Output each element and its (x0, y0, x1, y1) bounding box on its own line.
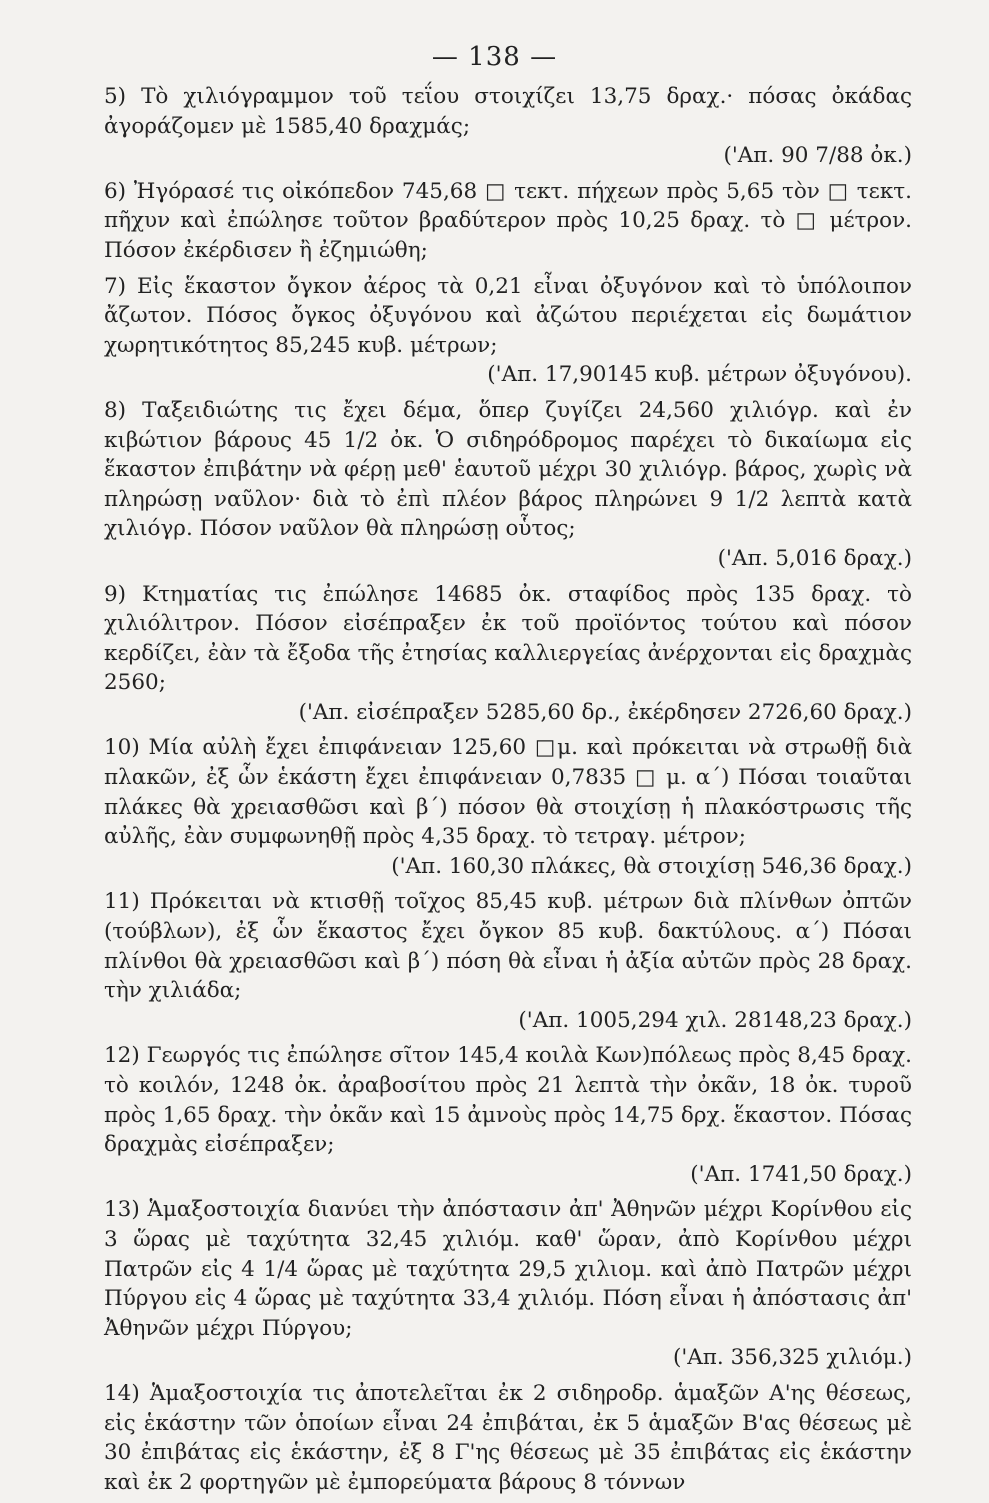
problem-answer: ('Απ. 1005,294 χιλ. 28148,23 δραχ.) (518, 1007, 912, 1033)
problem-text: 9) Κτηματίας τις ἐπώλησε 14685 ὀκ. σταφίδος πρὸς 135 δραχ. τὸ χιλιόλιτρον. Πόσον εἰσέπραξεν ἐκ τοῦ προϊόντος τούτου καὶ πόσον κερδίζει, ἐὰν τὰ ἔξοδα τῆς ἐτησίας καλλιεργείας ἀνέρχονται εἰς δραχμὰς 2560; (104, 581, 912, 696)
problem-answer: ('Απ. 160,30 πλάκες, θὰ στοιχίσῃ 546,36 δραχ.) (391, 853, 912, 879)
problem-text: 10) Μία αὐλὴ ἔχει ἐπιφάνειαν 125,60 □μ. καὶ πρόκειται νὰ στρωθῇ διὰ πλακῶν, ἐξ ὧν ἑκάστη ἔχει ἐπιφάνειαν 0,7835 □ μ. α΄) Πόσαι τοιαῦται πλάκες θὰ χρειασθῶσι καὶ β΄) πόσον θὰ στοιχίσῃ ἡ πλακόστρωσις τῆς αὐλῆς, ἐὰν συμφωνηθῇ πρὸς 4,35 δραχ. τὸ τετραγ. μέτρον; (104, 735, 912, 850)
problem-answer: ('Απ. 1741,50 δραχ.) (690, 1161, 912, 1187)
problem-9 (104, 580, 912, 728)
problem-14 (104, 1379, 912, 1497)
problem-answer: ('Απ. 90 7/88 ὀκ.) (723, 143, 912, 169)
problem-13 (104, 1195, 912, 1373)
problem-list (104, 82, 912, 1503)
problem-text: 12) Γεωργός τις ἐπώλησε σῖτον 145,4 κοιλὰ Κων)πόλεως πρὸς 8,45 δραχ. τὸ κοιλόν, 1248 ὀκ. ἀραβοσίτου πρὸς 21 λεπτὰ τὴν ὀκᾶν, 18 ὀκ. τυροῦ πρὸς 1,65 δραχ. τὴν ὀκᾶν καὶ 15 ἀμνοὺς πρὸς 14,75 δρχ. ἕκαστον. Πόσας δραχμὰς εἰσέπραξεν; (104, 1043, 912, 1158)
problem-answer: ('Απ. 17,90145 κυβ. μέτρων ὀξυγόνου). (487, 362, 912, 388)
problem-7 (104, 272, 912, 390)
problem-text: 11) Πρόκειται νὰ κτισθῇ τοῖχος 85,45 κυβ. μέτρων διὰ πλίνθων ὀπτῶν (τούβλων), ἐξ ὧν ἕκαστος ἔχει ὄγκον 85 κυβ. δακτύλους. α΄) Πόσαι πλίνθοι θὰ χρειασθῶσι καὶ β΄) πόση θὰ εἶναι ἡ ἀξία αὐτῶν πρὸς 28 δραχ. τὴν χιλιάδα; (104, 889, 912, 1004)
problem-5 (104, 82, 912, 171)
problem-8 (104, 396, 912, 574)
problem-text: 8) Ταξειδιώτης τις ἔχει δέμα, ὅπερ ζυγίζει 24,560 χιλιόγρ. καὶ ἐν κιβώτιον βάρους 45 1/2 ὀκ. Ὁ σιδηρόδρομος παρέχει τὸ δικαίωμα εἰς ἕκαστον ἐπιβάτην νὰ φέρῃ μεθ' ἑαυτοῦ μέχρι 30 χιλιόγρ. βάρος, χωρὶς νὰ πληρώσῃ ναῦλον· διὰ τὸ ἐπὶ πλέον βάρος πληρώνει 9 1/2 λεπτὰ κατὰ χιλιόγρ. Πόσον ναῦλον θὰ πληρώσῃ οὗτος; (104, 397, 912, 542)
problem-answer: ('Απ. 356,325 χιλιόμ.) (672, 1345, 912, 1371)
problem-text: 13) Ἁμαξοστοιχία διανύει τὴν ἀπόστασιν ἀπ' Ἀθηνῶν μέχρι Κορίνθου εἰς 3 ὥρας μὲ ταχύτητα 32,45 χιλιόμ. καθ' ὥραν, ἀπὸ Κορίνθου μέχρι Πατρῶν εἰς 4 1/4 ὥρας μὲ ταχύτητα 29,5 χιλιομ. καὶ ἀπὸ Πατρῶν μέχρι Πύργου εἰς 4 ὥρας μὲ ταχύτητα 33,4 χιλιόμ. Πόση εἶναι ἡ ἀπόστασις ἀπ' Ἀθηνῶν μέχρι Πύργου; (104, 1197, 912, 1341)
problem-12 (104, 1041, 912, 1189)
problem-text: 5) Τὸ χιλιόγραμμον τοῦ τεΐου στοιχίζει 13,75 δραχ.· πόσας ὀκάδας ἀγοράζομεν μὲ 1585,40 δραχμάς; (104, 84, 912, 139)
problem-answer: ('Απ. 5,016 δραχ.) (717, 545, 912, 571)
problem-6 (104, 177, 912, 266)
problem-answer: ('Απ. εἰσέπραξεν 5285,60 δρ., ἐκέρδησεν 2726,60 δραχ.) (298, 699, 912, 725)
page-number: — 138 — (431, 42, 558, 72)
problem-text: 6) Ἠγόρασέ τις οἰκόπεδον 745,68 □ τεκτ. πήχεων πρὸς 5,65 τὸν □ τεκτ. πῆχυν καὶ ἐπώλησε τοῦτον βραδύτερον πρὸς 10,25 δραχ. τὸ □ μέτρον. Πόσον ἐκέρδισεν ἢ ἐζημιώθη; (104, 178, 912, 263)
problem-text: 7) Εἰς ἕκαστον ὄγκον ἀέρος τὰ 0,21 εἶναι ὀξυγόνον καὶ τὸ ὑπόλοιπον ἄζωτον. Πόσος ὄγκος ὀξυγόνου καὶ ἀζώτου περιέχεται εἰς δωμάτιον χωρητικότητος 85,245 κυβ. μέτρων; (104, 273, 912, 358)
problem-text: 14) Ἁμαξοστοιχία τις ἀποτελεῖται ἐκ 2 σιδηροδρ. ἁμαξῶν Α'ης θέσεως, εἰς ἑκάστην τῶν ὁποίων εἶναι 24 ἐπιβάται, ἐκ 5 ἁμαξῶν Β'ας θέσεως μὲ 30 ἐπιβάτας εἰς ἑκάστην, ἐξ 8 Γ'ης θέσεως μὲ 35 ἐπιβάτας εἰς ἑκάστην καὶ ἐκ 2 φορτηγῶν μὲ ἐμπορεύματα βάρους 8 τόννων (104, 1380, 912, 1495)
problem-11 (104, 887, 912, 1035)
problem-10 (104, 733, 912, 881)
